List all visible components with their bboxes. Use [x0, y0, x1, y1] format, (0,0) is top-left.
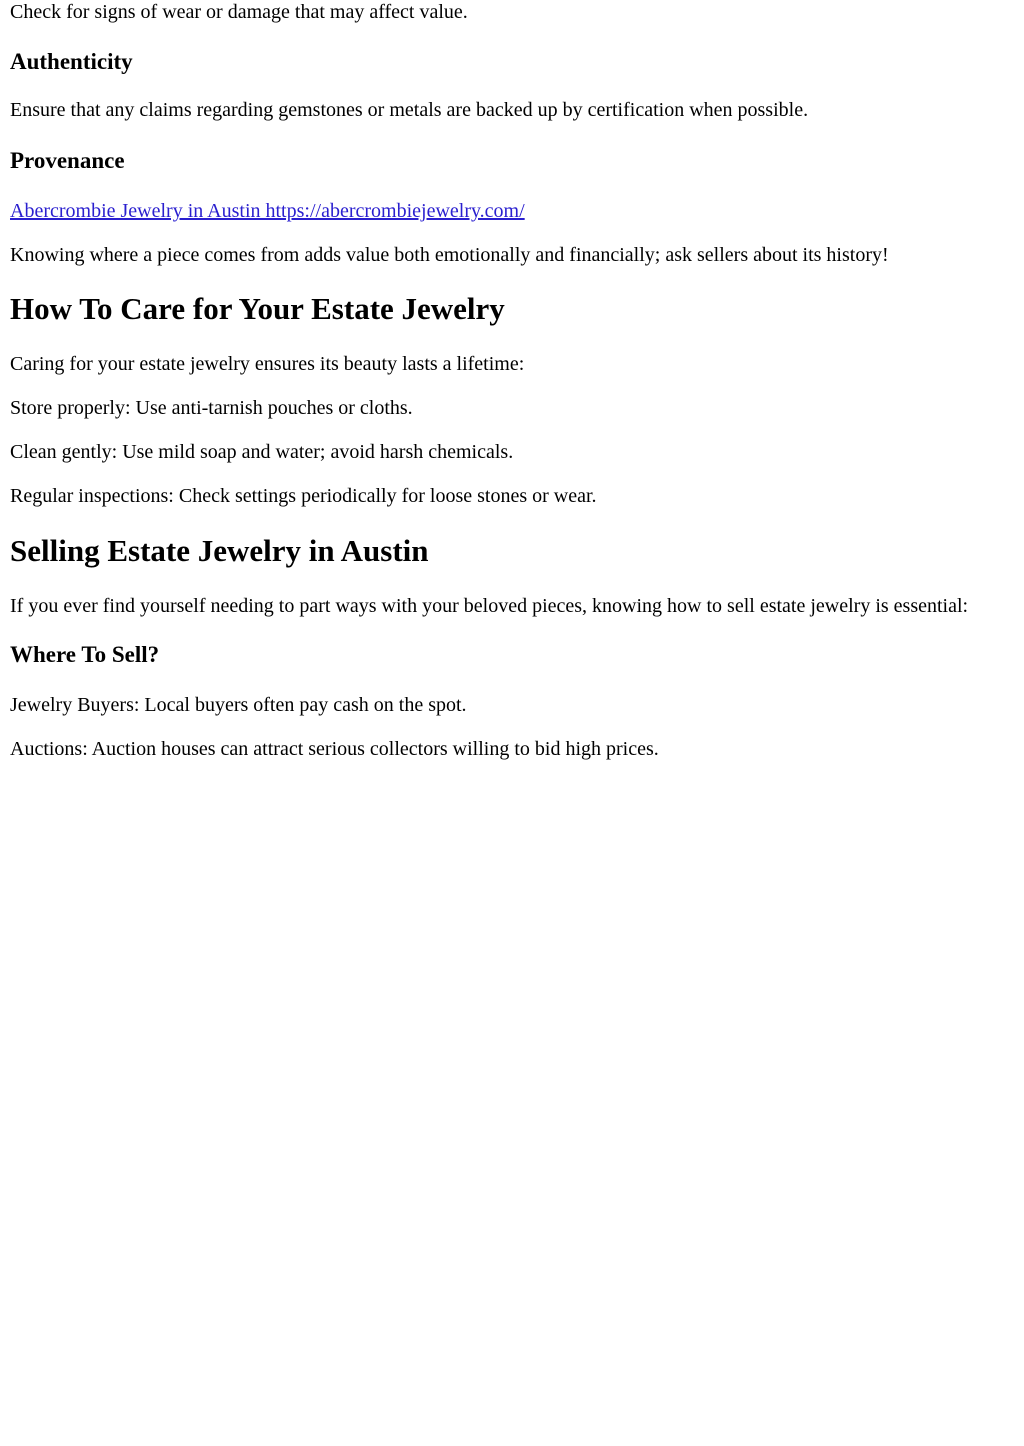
provenance-heading: Provenance — [10, 148, 125, 173]
authenticity-heading: Authenticity — [10, 49, 133, 74]
where-item: Auctions: Auction houses can attract serious collectors willing to bid high prices. — [10, 738, 659, 760]
authenticity-text: Ensure that any claims regarding gemstones or metals are backed up by certification when possible. — [10, 99, 809, 121]
condition-text: Check for signs of wear or damage that may affect value. — [10, 1, 468, 23]
where-item: Jewelry Buyers: Local buyers often pay cash on the spot. — [10, 694, 467, 716]
care-heading: How To Care for Your Estate Jewelry — [10, 291, 505, 326]
provenance-text: Knowing where a piece comes from adds value both emotionally and financially; ask sellers about its history! — [10, 244, 889, 266]
selling-intro: If you ever find yourself needing to part ways with your beloved pieces, knowing how to sell estate jewelry is essential: — [10, 595, 969, 617]
care-item: Clean gently: Use mild soap and water; avoid harsh chemicals. — [10, 441, 514, 463]
care-item: Regular inspections: Check settings periodically for loose stones or wear. — [10, 485, 597, 507]
abercrombie-jewelry-link[interactable]: Abercrombie Jewelry in Austin https://abercrombiejewelry.com/ — [10, 200, 525, 222]
care-item: Store properly: Use anti-tarnish pouches or cloths. — [10, 397, 413, 419]
provenance-link-paragraph — [10, 199, 525, 223]
care-intro: Caring for your estate jewelry ensures its beauty lasts a lifetime: — [10, 353, 525, 375]
selling-heading: Selling Estate Jewelry in Austin — [10, 533, 429, 568]
where-to-sell-heading: Where To Sell? — [10, 642, 160, 667]
